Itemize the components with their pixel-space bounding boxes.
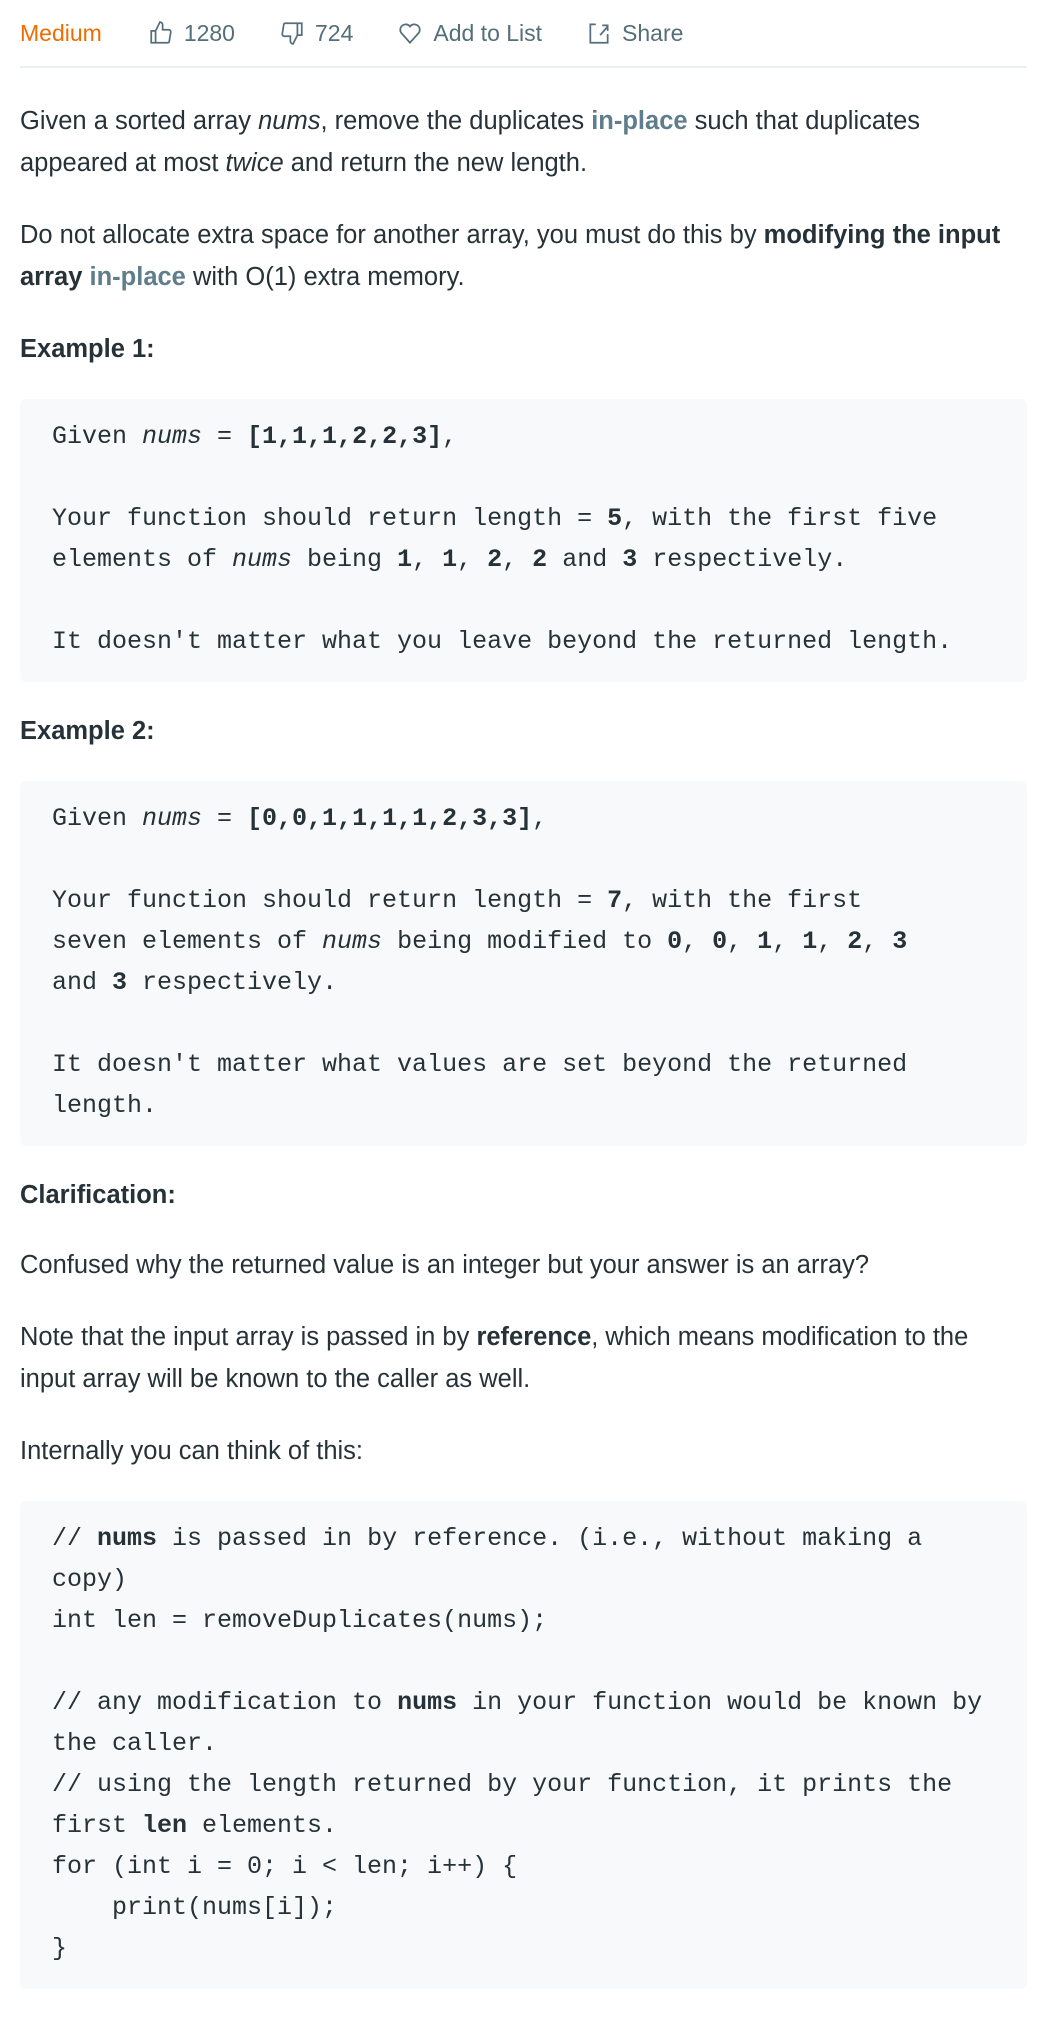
clarification-intro (20, 1430, 1027, 1472)
clarification-title: Clarification: (20, 1181, 176, 1209)
dislike-button[interactable] (279, 20, 353, 47)
text-segment: Given (52, 804, 143, 833)
text-segment: , with the first seven elements of (52, 886, 863, 956)
text-segment: Note that the input array is passed in by (20, 1323, 477, 1351)
in-place-link[interactable]: in-place (89, 263, 186, 291)
italic-text: nums (258, 107, 321, 135)
bold-text: modifying the input array (20, 221, 1001, 291)
bold-text: 1 (757, 927, 773, 956)
example-1-title: Example 1: (20, 335, 155, 363)
text-segment: , (457, 545, 488, 574)
text-segment: and (52, 968, 98, 997)
constraint-paragraph (20, 214, 1027, 298)
add-to-list-label: Add to List (433, 19, 543, 46)
thumbs-up-icon (148, 20, 174, 46)
text-segment: and (547, 545, 623, 574)
text-segment: , Your function should return length = (52, 422, 593, 533)
example-2-code-block (20, 781, 1027, 1146)
bold-text: 1 (442, 545, 458, 574)
share-icon (586, 20, 612, 46)
bold-text: nums (97, 1524, 158, 1553)
bold-text: 3 (892, 927, 908, 956)
text-segment: , (817, 927, 848, 956)
text-segment: // (52, 1524, 98, 1553)
text-segment: , (502, 545, 533, 574)
italic-text: nums (142, 804, 203, 833)
text-segment: = (202, 422, 248, 451)
bold-text: [0,0,1,1,1,1,2,3,3] (247, 804, 533, 833)
clarification-note (20, 1316, 1027, 1400)
clarification-question (20, 1244, 1027, 1286)
text-segment: , (862, 927, 893, 956)
text-segment: Confused why the returned value is an integer but your answer is an array? (20, 1251, 870, 1279)
bold-text: 5 (607, 504, 623, 533)
example-1-code-block (20, 399, 1027, 682)
bold-text: 2 (847, 927, 863, 956)
text-segment: Do not allocate extra space for another array, you must do this by (20, 221, 764, 249)
text-segment: with O(1) extra memory. (185, 263, 465, 291)
internal-code-block (20, 1501, 1027, 1989)
add-to-list-button[interactable] (397, 20, 542, 47)
text-segment: , Your function should return length = (52, 804, 593, 915)
text-segment: Internally you can think of this: (20, 1437, 364, 1465)
text-segment: Given a sorted array (20, 107, 259, 135)
italic-text: nums (232, 545, 293, 574)
bold-text: 0 (712, 927, 728, 956)
bold-text: 0 (667, 927, 683, 956)
bold-text: [1,1,1,2,2,3] (247, 422, 443, 451)
italic-text: twice (225, 149, 284, 177)
problem-meta-bar (20, 0, 1027, 68)
thumbs-down-icon (279, 20, 305, 46)
text-segment: , (412, 545, 443, 574)
text-segment: being modified to (382, 927, 668, 956)
text-segment: , (682, 927, 713, 956)
text-segment: such that duplicates appeared at most (20, 107, 921, 177)
text-segment: and return the new length. (283, 149, 588, 177)
text-segment: being (292, 545, 398, 574)
text-segment: respectively. It doesn't matter what values are set beyond the returned length. (52, 968, 908, 1120)
text-segment: , (772, 927, 803, 956)
like-count: 1280 (183, 19, 235, 46)
bold-text: len (142, 1811, 188, 1840)
dislike-count: 724 (314, 19, 354, 46)
text-segment: in your function would be known by the caller. // using the length returned by your function, it prints the first (52, 1688, 983, 1840)
difficulty-label: Medium (20, 19, 102, 46)
bold-text: 3 (112, 968, 128, 997)
bold-text: 1 (802, 927, 818, 956)
italic-text: nums (322, 927, 383, 956)
description-paragraph (20, 100, 1027, 184)
like-button[interactable] (148, 20, 235, 47)
text-segment: Given (52, 422, 143, 451)
bold-text: 2 (532, 545, 548, 574)
heart-icon (397, 20, 423, 46)
example-2-title: Example 2: (20, 717, 155, 745)
in-place-link[interactable]: in-place (591, 107, 688, 135)
text-segment: = (202, 804, 248, 833)
bold-text: 7 (607, 886, 623, 915)
text-segment: , (727, 927, 758, 956)
bold-text: reference (476, 1323, 592, 1351)
text-segment: , remove the duplicates (320, 107, 592, 135)
text-segment (82, 263, 89, 291)
text-segment: , with the first five elements of (52, 504, 953, 574)
text-segment: is passed in by reference. (i.e., without making a copy) int len = removeDuplicates(nums); // any modification to (52, 1524, 923, 1717)
text-segment: respectively. It doesn't matter what you leave beyond the returned length. (52, 545, 953, 656)
bold-text: 3 (622, 545, 638, 574)
bold-text: 2 (487, 545, 503, 574)
text-segment: elements. for (int i = 0; i < len; i++) { print(nums[i]); } (52, 1811, 518, 1963)
share-button[interactable] (586, 20, 683, 47)
bold-text: 1 (397, 545, 413, 574)
problem-description (20, 0, 1027, 1989)
share-label: Share (622, 19, 684, 46)
bold-text: nums (397, 1688, 458, 1717)
italic-text: nums (142, 422, 203, 451)
text-segment: , which means modification to the input array will be known to the caller as well. (20, 1323, 969, 1393)
